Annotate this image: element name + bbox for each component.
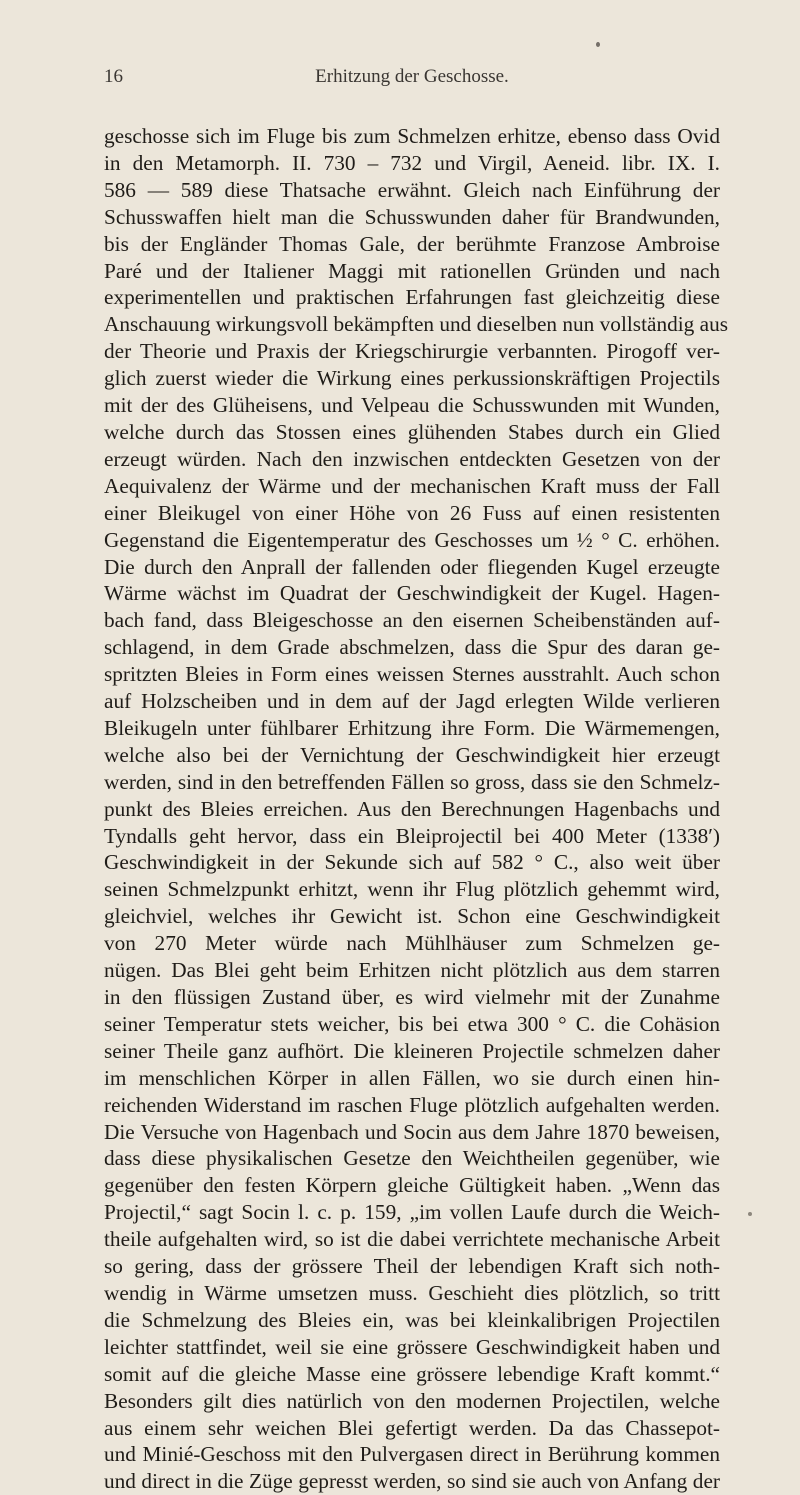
text-line: im menschlichen Körper in allen Fällen, wo sie durch einen hin-	[104, 1065, 720, 1090]
text-line: Schusswaffen hielt man die Schusswunden daher für Brandwunden,	[104, 204, 720, 229]
text-line: und Minié-Geschoss mit den Pulvergasen direct in Berührung kommen	[104, 1442, 720, 1467]
text-line: Die durch den Anprall der fallenden oder fliegenden Kugel erzeugte	[104, 554, 720, 579]
text-line: spritzten Bleies in Form eines weissen Sternes ausstrahlt. Auch schon	[104, 662, 720, 687]
text-line: aus einem sehr weichen Blei gefertigt werden. Da das Chassepot-	[104, 1415, 720, 1440]
text-line: leichter stattfindet, weil sie eine grössere Geschwindigkeit haben und	[104, 1334, 720, 1359]
text-line: von 270 Meter würde nach Mühlhäuser zum Schmelzen ge-	[104, 931, 720, 956]
text-line: geschosse sich im Fluge bis zum Schmelzen erhitze, ebenso dass Ovid	[104, 124, 720, 148]
text-line: auf Holzscheiben und in dem auf der Jagd erlegten Wilde verlieren	[104, 689, 720, 714]
text-line: einer Bleikugel von einer Höhe von 26 Fuss auf einen resistenten	[104, 500, 720, 525]
text-line: glich zuerst wieder die Wirkung eines perkussionskräftigen Projectils	[104, 366, 720, 391]
text-line: punkt des Bleies erreichen. Aus den Berechnungen Hagenbachs und	[104, 796, 720, 821]
text-line: 586 — 589 diese Thatsache erwähnt. Gleich nach Einführung der	[104, 177, 720, 202]
text-line: der Theorie und Praxis der Kriegschirurgie verbannten. Pirogoff ver-	[104, 339, 720, 364]
text-line: experimentellen und praktischen Erfahrungen fast gleichzeitig diese	[104, 285, 720, 310]
text-line: seinen Schmelzpunkt erhitzt, wenn ihr Flug plötzlich gehemmt wird,	[104, 877, 720, 902]
text-line: die Schmelzung des Bleies ein, was bei kleinkalibrigen Projectilen	[104, 1307, 720, 1332]
text-line: in den Metamorph. II. 730 – 732 und Virgil, Aeneid. libr. IX. I.	[104, 150, 720, 175]
text-line: seiner Temperatur stets weicher, bis bei etwa 300 ° C. die Cohäsion	[104, 1011, 720, 1036]
text-line: gleichviel, welches ihr Gewicht ist. Schon eine Geschwindigkeit	[104, 904, 720, 929]
text-line: somit auf die gleiche Masse eine grössere lebendige Kraft kommt.“	[104, 1361, 720, 1386]
page-number: 16	[104, 66, 123, 87]
body-text	[104, 123, 729, 1495]
text-line: welche durch das Stossen eines glühenden Stabes durch ein Glied	[104, 419, 720, 444]
page-header	[104, 62, 720, 92]
text-line: Besonders gilt dies natürlich von den modernen Projectilen, welche	[104, 1388, 720, 1413]
text-line: dass diese physikalischen Gesetze den Weichtheilen gegenüber, wie	[104, 1146, 720, 1171]
text-line: Bleikugeln unter fühlbarer Erhitzung ihre Form. Die Wärmemengen,	[104, 715, 720, 740]
text-line: bach fand, dass Bleigeschosse an den eisernen Scheibenständen auf-	[104, 608, 720, 633]
text-line: Paré und der Italiener Maggi mit rationellen Gründen und nach	[104, 258, 720, 283]
text-line: Wärme wächst im Quadrat der Geschwindigkeit der Kugel. Hagen-	[104, 581, 720, 606]
text-line: theile aufgehalten wird, so ist die dabei verrichtete mechanische Arbeit	[104, 1227, 720, 1252]
text-line: mit der des Glüheisens, und Velpeau die Schusswunden mit Wunden,	[104, 393, 720, 418]
paper-speck	[596, 42, 600, 47]
text-line: Projectil,“ sagt Socin l. c. p. 159, „im vollen Laufe durch die Weich-	[104, 1200, 720, 1225]
text-line: so gering, dass der grössere Theil der lebendigen Kraft sich noth-	[104, 1254, 720, 1279]
text-line: reichenden Widerstand im raschen Fluge plötzlich aufgehalten werden.	[104, 1092, 720, 1117]
text-line: gegenüber den festen Körpern gleiche Gültigkeit haben. „Wenn das	[104, 1173, 720, 1198]
text-line: werden, sind in den betreffenden Fällen so gross, dass sie den Schmelz-	[104, 769, 720, 794]
paper-speck	[748, 1212, 752, 1216]
text-line: bis der Engländer Thomas Gale, der berühmte Franzose Ambroise	[104, 231, 720, 256]
text-line: wendig in Wärme umsetzen muss. Geschieht dies plötzlich, so tritt	[104, 1280, 720, 1305]
text-line: Die Versuche von Hagenbach und Socin aus dem Jahre 1870 beweisen,	[104, 1119, 720, 1144]
text-line: und direct in die Züge gepresst werden, so sind sie auch von Anfang der	[104, 1469, 720, 1494]
text-line: Tyndalls geht hervor, dass ein Bleiprojectil bei 400 Meter (1338′)	[104, 823, 720, 848]
text-line: schlagend, in dem Grade abschmelzen, dass die Spur des daran ge-	[104, 635, 720, 660]
text-line: Anschauung wirkungsvoll bekämpften und dieselben nun vollständig aus	[104, 312, 729, 337]
text-line: in den flüssigen Zustand über, es wird vielmehr mit der Zunahme	[104, 985, 720, 1009]
text-line: nügen. Das Blei geht beim Erhitzen nicht plötzlich aus dem starren	[104, 958, 720, 983]
text-line: erzeugt würden. Nach den inzwischen entdeckten Gesetzen von der	[104, 446, 720, 471]
text-line: Aequivalenz der Wärme und der mechanischen Kraft muss der Fall	[104, 473, 720, 498]
text-line: welche also bei der Vernichtung der Geschwindigkeit hier erzeugt	[104, 742, 720, 767]
text-line: Geschwindigkeit in der Sekunde sich auf 582 ° C., also weit über	[104, 850, 720, 875]
text-line: Gegenstand die Eigentemperatur des Geschosses um ½ ° C. erhöhen.	[104, 527, 720, 552]
running-head: Erhitzung der Geschosse.	[315, 66, 509, 87]
text-line: seiner Theile ganz aufhört. Die kleineren Projectile schmelzen daher	[104, 1038, 720, 1063]
